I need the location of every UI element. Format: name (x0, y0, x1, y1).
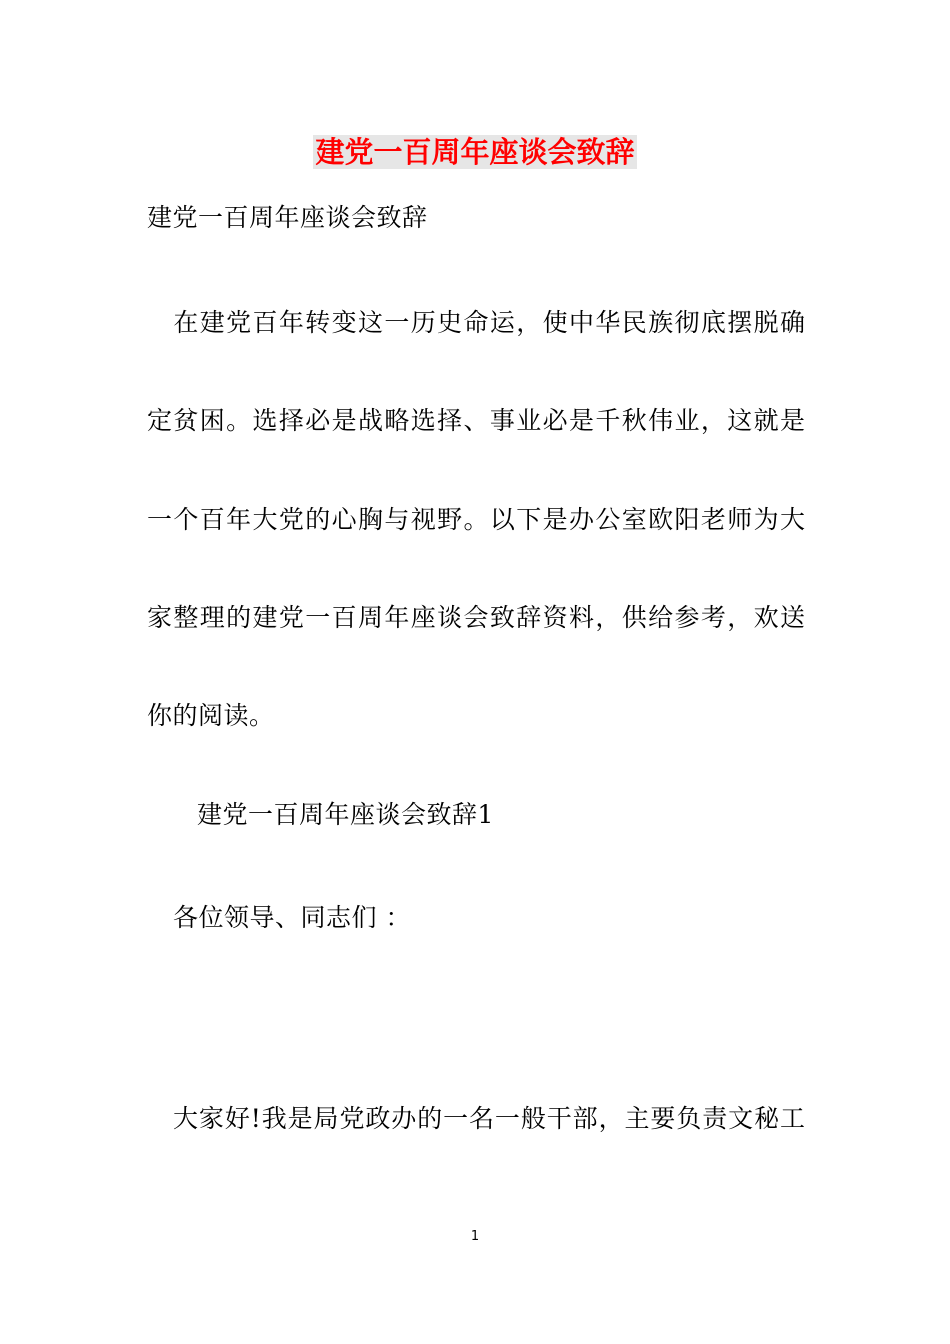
document-subtitle: 建党一百周年座谈会致辞 (147, 203, 428, 232)
body-line-1: 大家好!我是局党政办的一名一般干部，主要负责文秘工 (173, 1104, 805, 1133)
intro-line-5: 你的阅读。 (147, 701, 275, 730)
page-number: 1 (470, 1229, 480, 1244)
intro-line-2: 定贫困。选择必是战略选择、事业必是千秋伟业，这就是 (147, 406, 805, 435)
section-heading: 建党一百周年座谈会致辞1 (197, 800, 494, 829)
document-title-text: 建党一百周年座谈会致辞 (315, 135, 635, 169)
intro-line-3: 一个百年大党的心胸与视野。以下是办公室欧阳老师为大 (147, 505, 805, 534)
salutation: 各位领导、同志们 ： (173, 903, 411, 932)
intro-line-4: 家整理的建党一百周年座谈会致辞资料，供给参考，欢送 (147, 603, 805, 632)
intro-line-1: 在建党百年转变这一历史命运，使中华民族彻底摆脱确 (147, 308, 805, 337)
document-title (0, 130, 950, 174)
